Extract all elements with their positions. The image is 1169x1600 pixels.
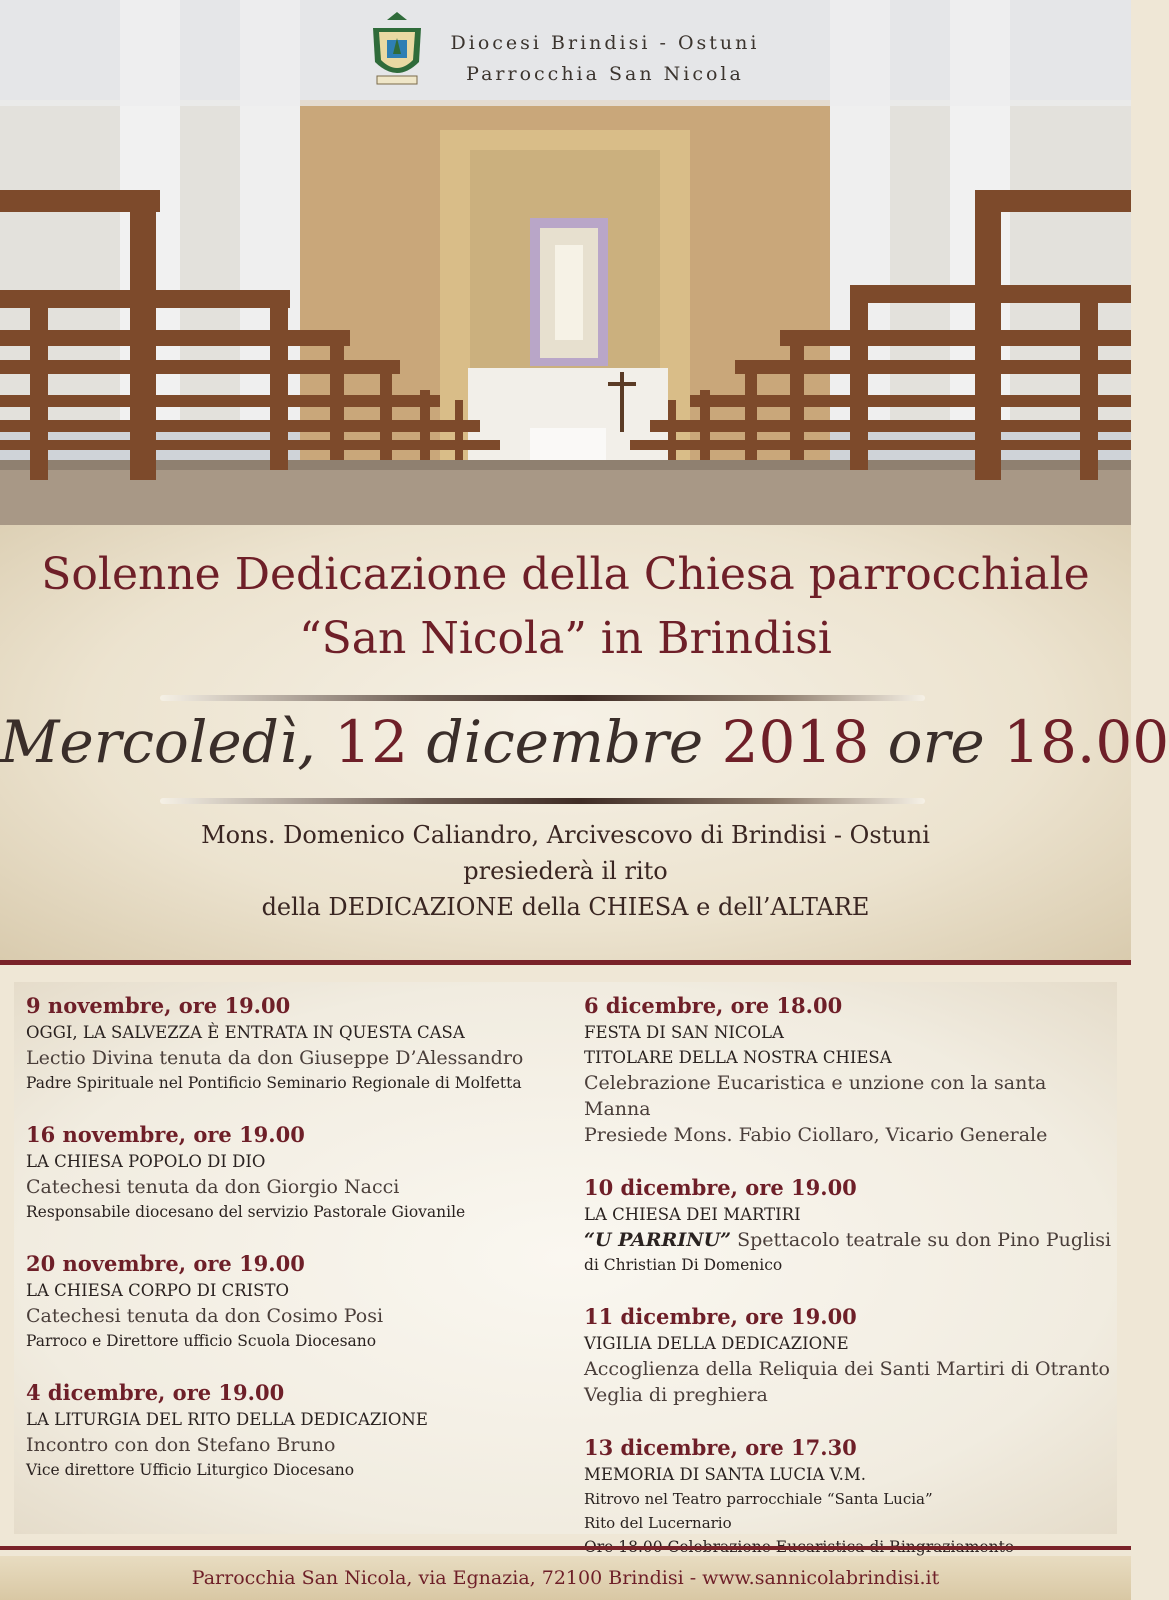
event-description: Incontro con don Stefano Bruno (26, 1434, 336, 1456)
event-item (584, 1434, 1114, 1559)
event-date: 13 dicembre, ore 17.30 (584, 1435, 857, 1460)
event-subtitle: TITOLARE DELLA NOSTRA CHIESA (584, 1048, 892, 1067)
main-title (0, 543, 1131, 671)
date-year: 2018 (721, 708, 870, 776)
event-item (26, 1379, 566, 1482)
red-rule-top (0, 960, 1131, 965)
event-description: Catechesi tenuta da don Cosimo Posi (26, 1305, 384, 1327)
event-date: 11 dicembre, ore 19.00 (584, 1304, 857, 1329)
divider-bottom (160, 798, 925, 804)
title-section (0, 525, 1169, 960)
event-date: 6 dicembre, ore 18.00 (584, 993, 843, 1018)
date-ore: ore (887, 708, 985, 776)
event-title: LA LITURGIA DEL RITO DELLA DEDICAZIONE (26, 1410, 428, 1429)
event-item (26, 1121, 566, 1224)
event-description-2: Presiede Mons. Fabio Ciollaro, Vicario Generale (584, 1124, 1048, 1146)
diocese-coat-of-arms-icon (363, 10, 431, 90)
event-description: Ritrovo nel Teatro parrocchiale “Santa Lucia” (584, 1490, 933, 1508)
event-note: Padre Spirituale nel Pontificio Seminario Regionale di Molfetta (26, 1074, 522, 1092)
parish-name: Parrocchia San Nicola (466, 63, 744, 85)
event-title: VIGILIA DELLA DEDICAZIONE (584, 1334, 849, 1353)
event-title: FESTA DI SAN NICOLA (584, 1023, 784, 1042)
presider-line-1: Mons. Domenico Caliandro, Arcivescovo di Brindisi - Ostuni (201, 821, 930, 849)
event-title: LA CHIESA DEI MARTIRI (584, 1205, 801, 1224)
event-title: LA CHIESA POPOLO DI DIO (26, 1152, 266, 1171)
event-date: 20 novembre, ore 19.00 (26, 1251, 305, 1276)
date-weekday: Mercoledì, (0, 708, 316, 776)
date-day: 12 (334, 708, 409, 776)
event-description: Lectio Divina tenuta da don Giuseppe D’Alessandro (26, 1047, 524, 1069)
event-description (584, 1227, 1114, 1253)
event-date (0, 707, 1169, 777)
footer-address: Parrocchia San Nicola, via Egnazia, 72100 Brindisi - www.sannicolabrindisi.it (0, 1556, 1131, 1600)
presider-text (0, 817, 1131, 925)
event-description: Celebrazione Eucaristica e unzione con la santa Manna (584, 1072, 1047, 1120)
event-item (26, 1250, 566, 1353)
program-column-right (584, 992, 1114, 1585)
title-line-1: Solenne Dedicazione della Chiesa parrocchiale (41, 549, 1090, 600)
event-item (584, 1303, 1114, 1408)
event-item (26, 992, 566, 1095)
event-note: Parroco e Direttore ufficio Scuola Diocesano (26, 1332, 377, 1350)
event-item (584, 1174, 1114, 1277)
event-description: Catechesi tenuta da don Giorgio Nacci (26, 1176, 400, 1198)
program-column-left (26, 992, 566, 1508)
event-date: 16 novembre, ore 19.00 (26, 1122, 305, 1147)
diocese-name: Diocesi Brindisi - Ostuni (450, 32, 760, 54)
red-rule-bottom (0, 1546, 1131, 1550)
presider-line-2: presiederà il rito (463, 857, 668, 885)
event-title: OGGI, LA SALVEZZA È ENTRATA IN QUESTA CASA (26, 1023, 465, 1042)
show-title: “U PARRINU” (584, 1229, 732, 1251)
date-time: 18.00 (1003, 708, 1169, 776)
title-line-2: “San Nicola” in Brindisi (299, 613, 832, 664)
event-program (14, 982, 1117, 1534)
event-item (584, 992, 1114, 1148)
event-description-2: Veglia di preghiera (584, 1384, 768, 1406)
church-interior-photo (0, 0, 1131, 525)
event-note: di Christian Di Domenico (584, 1256, 783, 1274)
event-description-2: Rito del Lucernario (584, 1514, 732, 1532)
event-title: LA CHIESA CORPO DI CRISTO (26, 1281, 290, 1300)
event-note: Vice direttore Ufficio Liturgico Diocesano (26, 1461, 355, 1479)
event-title: MEMORIA DI SANTA LUCIA V.M. (584, 1465, 867, 1484)
event-note: Responsabile diocesano del servizio Pastorale Giovanile (26, 1203, 466, 1221)
event-date: 9 novembre, ore 19.00 (26, 993, 291, 1018)
event-date: 10 dicembre, ore 19.00 (584, 1175, 857, 1200)
show-description: Spettacolo teatrale su don Pino Puglisi (731, 1229, 1112, 1251)
event-date: 4 dicembre, ore 19.00 (26, 1380, 285, 1405)
date-month: dicembre (426, 708, 704, 776)
event-description: Accoglienza della Reliquia dei Santi Martiri di Otranto (584, 1358, 1110, 1380)
divider-top (160, 695, 925, 701)
presider-line-3: della DEDICAZIONE della CHIESA e dell’ALTARE (261, 893, 870, 921)
header-text (440, 28, 770, 90)
